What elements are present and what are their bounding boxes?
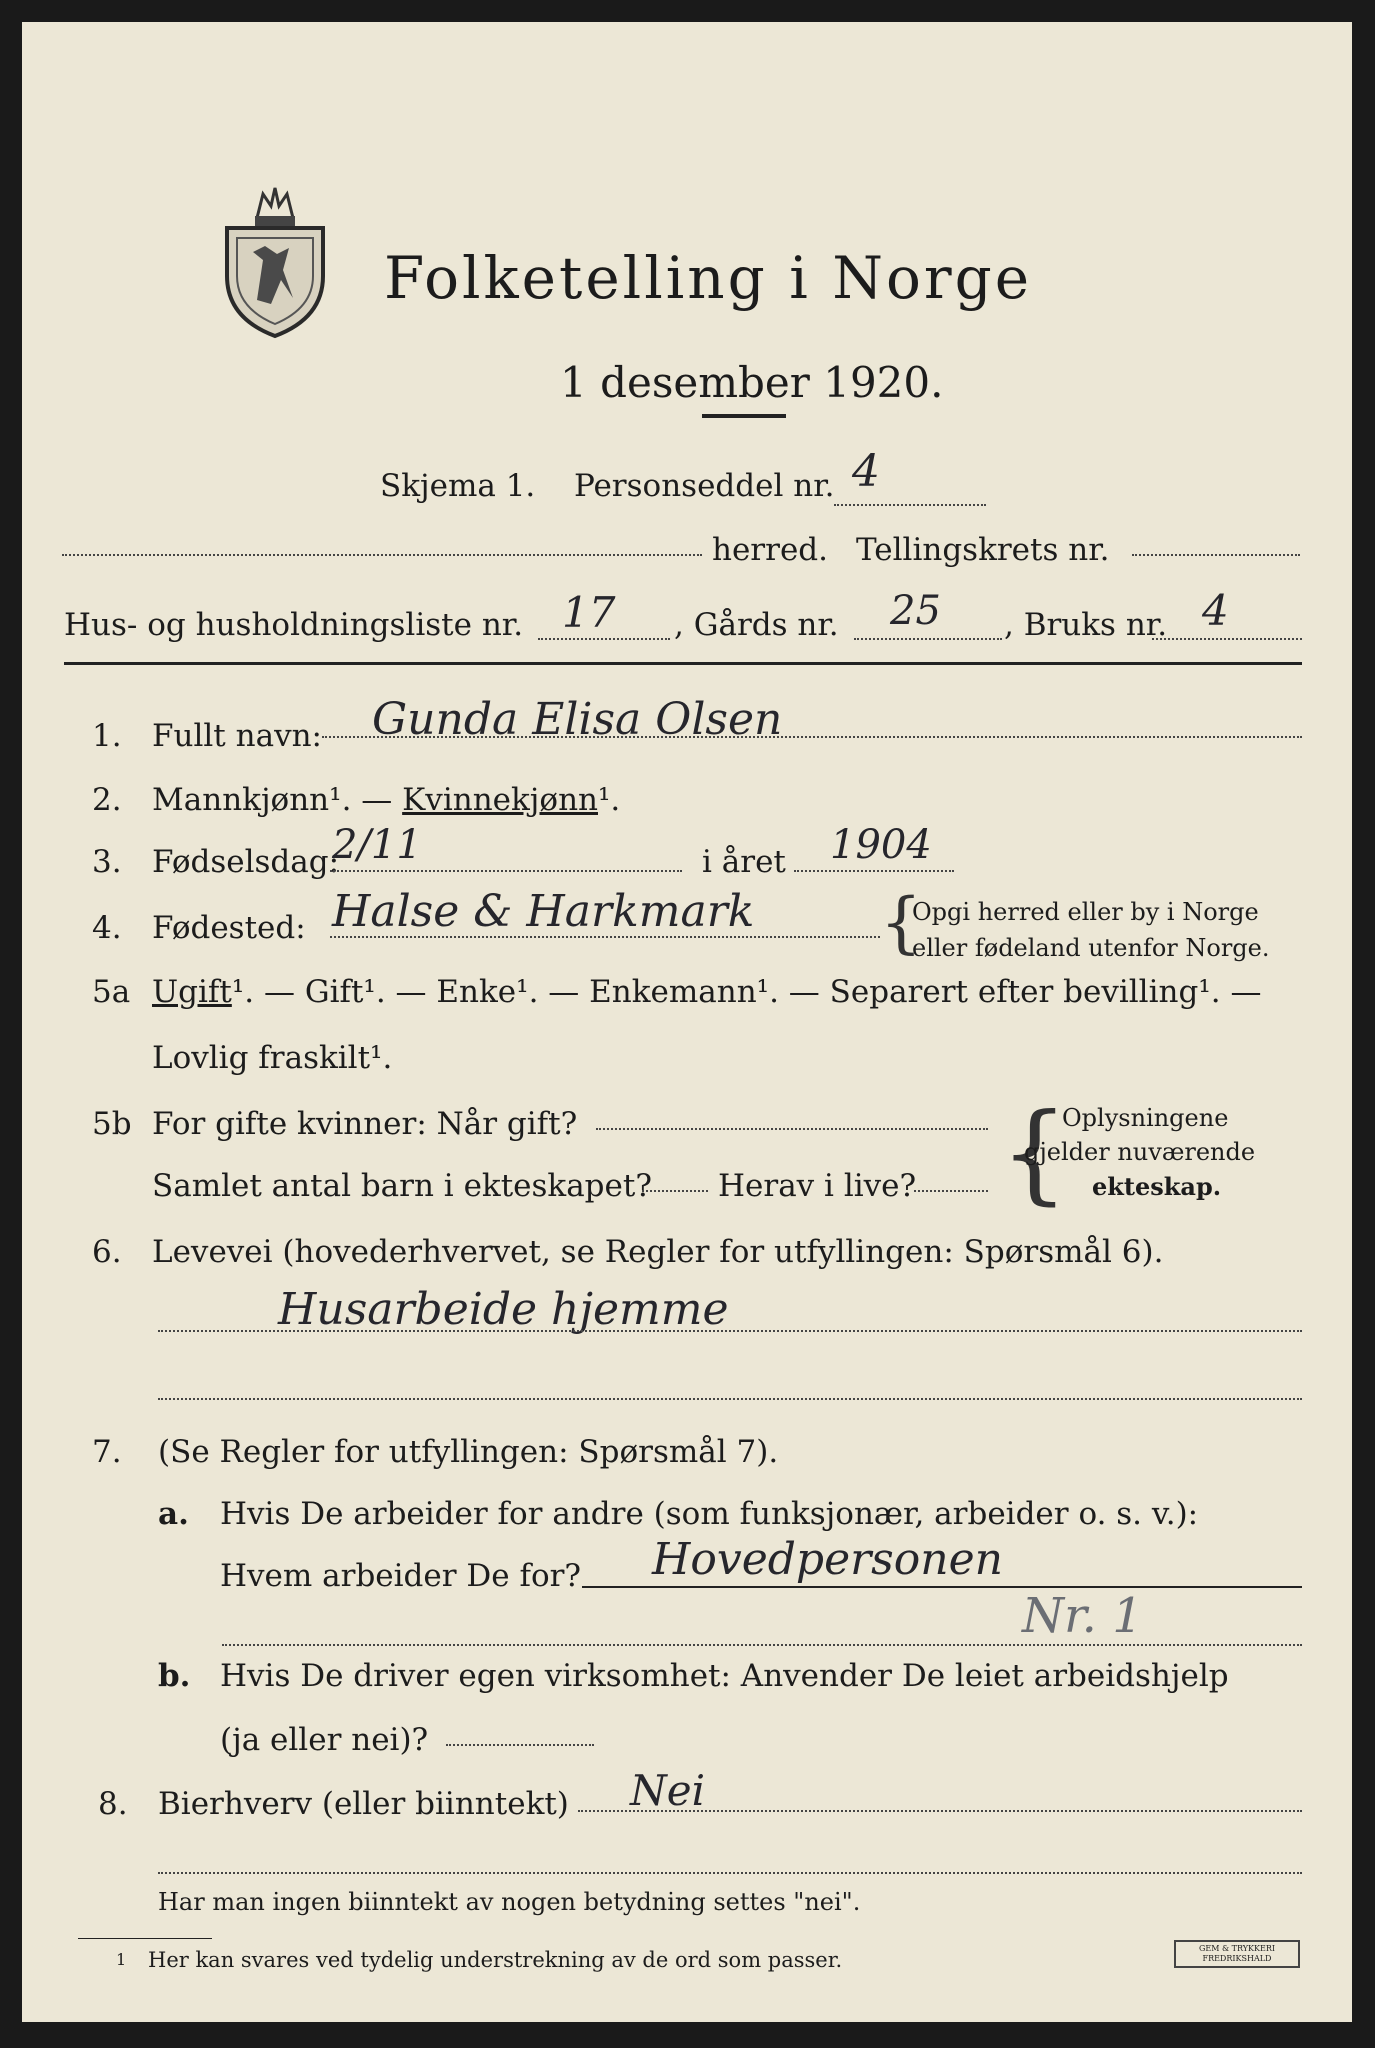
q6-value: Husarbeide hjemme: [278, 1284, 729, 1335]
q2-text: [152, 782, 620, 818]
q5b-alive-label: Herav i live?: [718, 1168, 917, 1204]
q5a-ugift: Ugift: [152, 974, 232, 1010]
q7b-letter: b.: [158, 1658, 191, 1694]
footnote-mark: 1: [116, 1950, 127, 1969]
printer-stamp: GEM & TRYKKERI FREDRIKSHALD: [1174, 1940, 1300, 1968]
q3-number: 3.: [92, 844, 122, 880]
q8-value: Nei: [630, 1766, 706, 1815]
q4-label: Fødested:: [152, 910, 306, 946]
q3-value: 2/11: [332, 822, 422, 868]
q3-year-value: 1904: [830, 822, 932, 868]
header-divider: [64, 662, 1302, 665]
q7-number: 7.: [92, 1434, 122, 1470]
q7a-line: [582, 1586, 1302, 1588]
q7a-line1: Hvis De arbeider for andre (som funksjonær, arbeider o. s. v.):: [220, 1496, 1199, 1532]
q8-number: 8.: [98, 1786, 128, 1822]
tellingskrets-line: [1132, 554, 1300, 556]
q5a-line1: [152, 974, 1261, 1010]
gards-value: 25: [890, 588, 941, 634]
q2-mann: Mannkjønn¹. —: [152, 782, 403, 818]
q7a-letter: a.: [158, 1496, 189, 1532]
q8-extra-line: [158, 1872, 1302, 1874]
census-form: [22, 22, 1352, 2022]
q5a-rest: ¹. — Gift¹. — Enke¹. — Enkemann¹. — Separert efter bevilling¹. —: [231, 974, 1262, 1010]
bruks-label: , Bruks nr.: [1004, 607, 1168, 643]
q3-line: [330, 870, 682, 872]
census-date: 1 desember 1920.: [560, 358, 944, 407]
gards-label: , Gårds nr.: [674, 607, 839, 643]
q6-number: 6.: [92, 1234, 122, 1270]
q7b-line2: (ja eller nei)?: [220, 1722, 429, 1758]
q6-line-1: [158, 1330, 1302, 1332]
q3-year-line: [794, 870, 954, 872]
bruks-line: [1152, 638, 1302, 640]
q5b-note-3: ekteskap.: [1092, 1172, 1222, 1201]
q7b-line1: Hvis De driver egen virksomhet: Anvender De leiet arbeidshjelp: [220, 1658, 1229, 1694]
q2-kvinne: Kvinnekjønn: [402, 782, 598, 818]
footer-note: Har man ingen biinntekt av nogen betydning settes "nei".: [158, 1888, 861, 1916]
herred-line: [62, 554, 702, 556]
q5a-number: 5a: [92, 974, 131, 1010]
q7b-line: [446, 1744, 594, 1746]
hus-value: 17: [562, 588, 616, 637]
q5b-note-2: gjelder nuværende: [1024, 1138, 1256, 1166]
q7-label: (Se Regler for utfyllingen: Spørsmål 7).: [158, 1434, 779, 1470]
q5b-number: 5b: [92, 1106, 132, 1142]
q4-note-2: eller fødeland utenfor Norge.: [912, 934, 1270, 962]
personseddel-line: [834, 504, 986, 506]
q1-line: [322, 736, 1302, 738]
q5b-note-1: Oplysningene: [1062, 1104, 1229, 1132]
q3-label: Fødselsdag:: [152, 844, 340, 880]
q7a-value: Hovedpersonen: [652, 1534, 1003, 1585]
schema-label: Skjema 1.: [380, 468, 536, 504]
q4-brace: {: [880, 884, 922, 961]
footnote-rule: [78, 1938, 212, 1939]
personseddel-value: 4: [852, 446, 880, 497]
q5b-line1: For gifte kvinner: Når gift?: [152, 1106, 578, 1142]
gards-line: [854, 638, 1002, 640]
personseddel-label: Personseddel nr.: [574, 468, 835, 504]
title-rule: [702, 414, 786, 418]
q4-value: Halse & Harkmark: [332, 886, 755, 937]
q5b-alive-line: [914, 1190, 988, 1192]
q4-note-1: Opgi herred eller by i Norge: [912, 898, 1259, 926]
q5a-line2: Lovlig fraskilt¹.: [152, 1040, 393, 1076]
q1-label: Fullt navn:: [152, 718, 322, 754]
q4-number: 4.: [92, 910, 122, 946]
q8-line: [578, 1810, 1302, 1812]
q2-number: 2.: [92, 782, 122, 818]
q4-line: [330, 936, 880, 938]
q8-label: Bierhverv (eller biinntekt): [158, 1786, 569, 1822]
q7a-extra-line: [222, 1644, 1302, 1646]
form-title: Folketelling i Norge: [384, 244, 1033, 312]
hus-line: [538, 638, 670, 640]
q5b-brace: {: [1000, 1091, 1069, 1216]
q5b-when-line: [596, 1128, 988, 1130]
q6-line-2: [158, 1398, 1302, 1400]
hus-label: Hus- og husholdningsliste nr.: [64, 607, 524, 643]
q3-year-label: i året: [702, 844, 786, 880]
q5b-children-label: Samlet antal barn i ekteskapet?: [152, 1168, 652, 1204]
q1-number: 1.: [92, 718, 122, 754]
q1-value: Gunda Elisa Olsen: [372, 694, 783, 745]
coat-of-arms-icon: [217, 180, 333, 340]
q6-label: Levevei (hovederhvervet, se Regler for utfyllingen: Spørsmål 6).: [152, 1234, 1164, 1270]
tellingskrets-label: Tellingskrets nr.: [856, 532, 1110, 568]
footnote-text: Her kan svares ved tydelig understrekning av de ord som passer.: [148, 1948, 843, 1972]
q7a-line2: Hvem arbeider De for?: [220, 1558, 582, 1594]
q7a-pencil-note: Nr. 1: [1022, 1588, 1143, 1644]
q2-mark: ¹.: [598, 782, 621, 818]
q5b-children-line: [642, 1190, 708, 1192]
bruks-value: 4: [1202, 586, 1229, 635]
herred-label: herred.: [712, 532, 828, 568]
